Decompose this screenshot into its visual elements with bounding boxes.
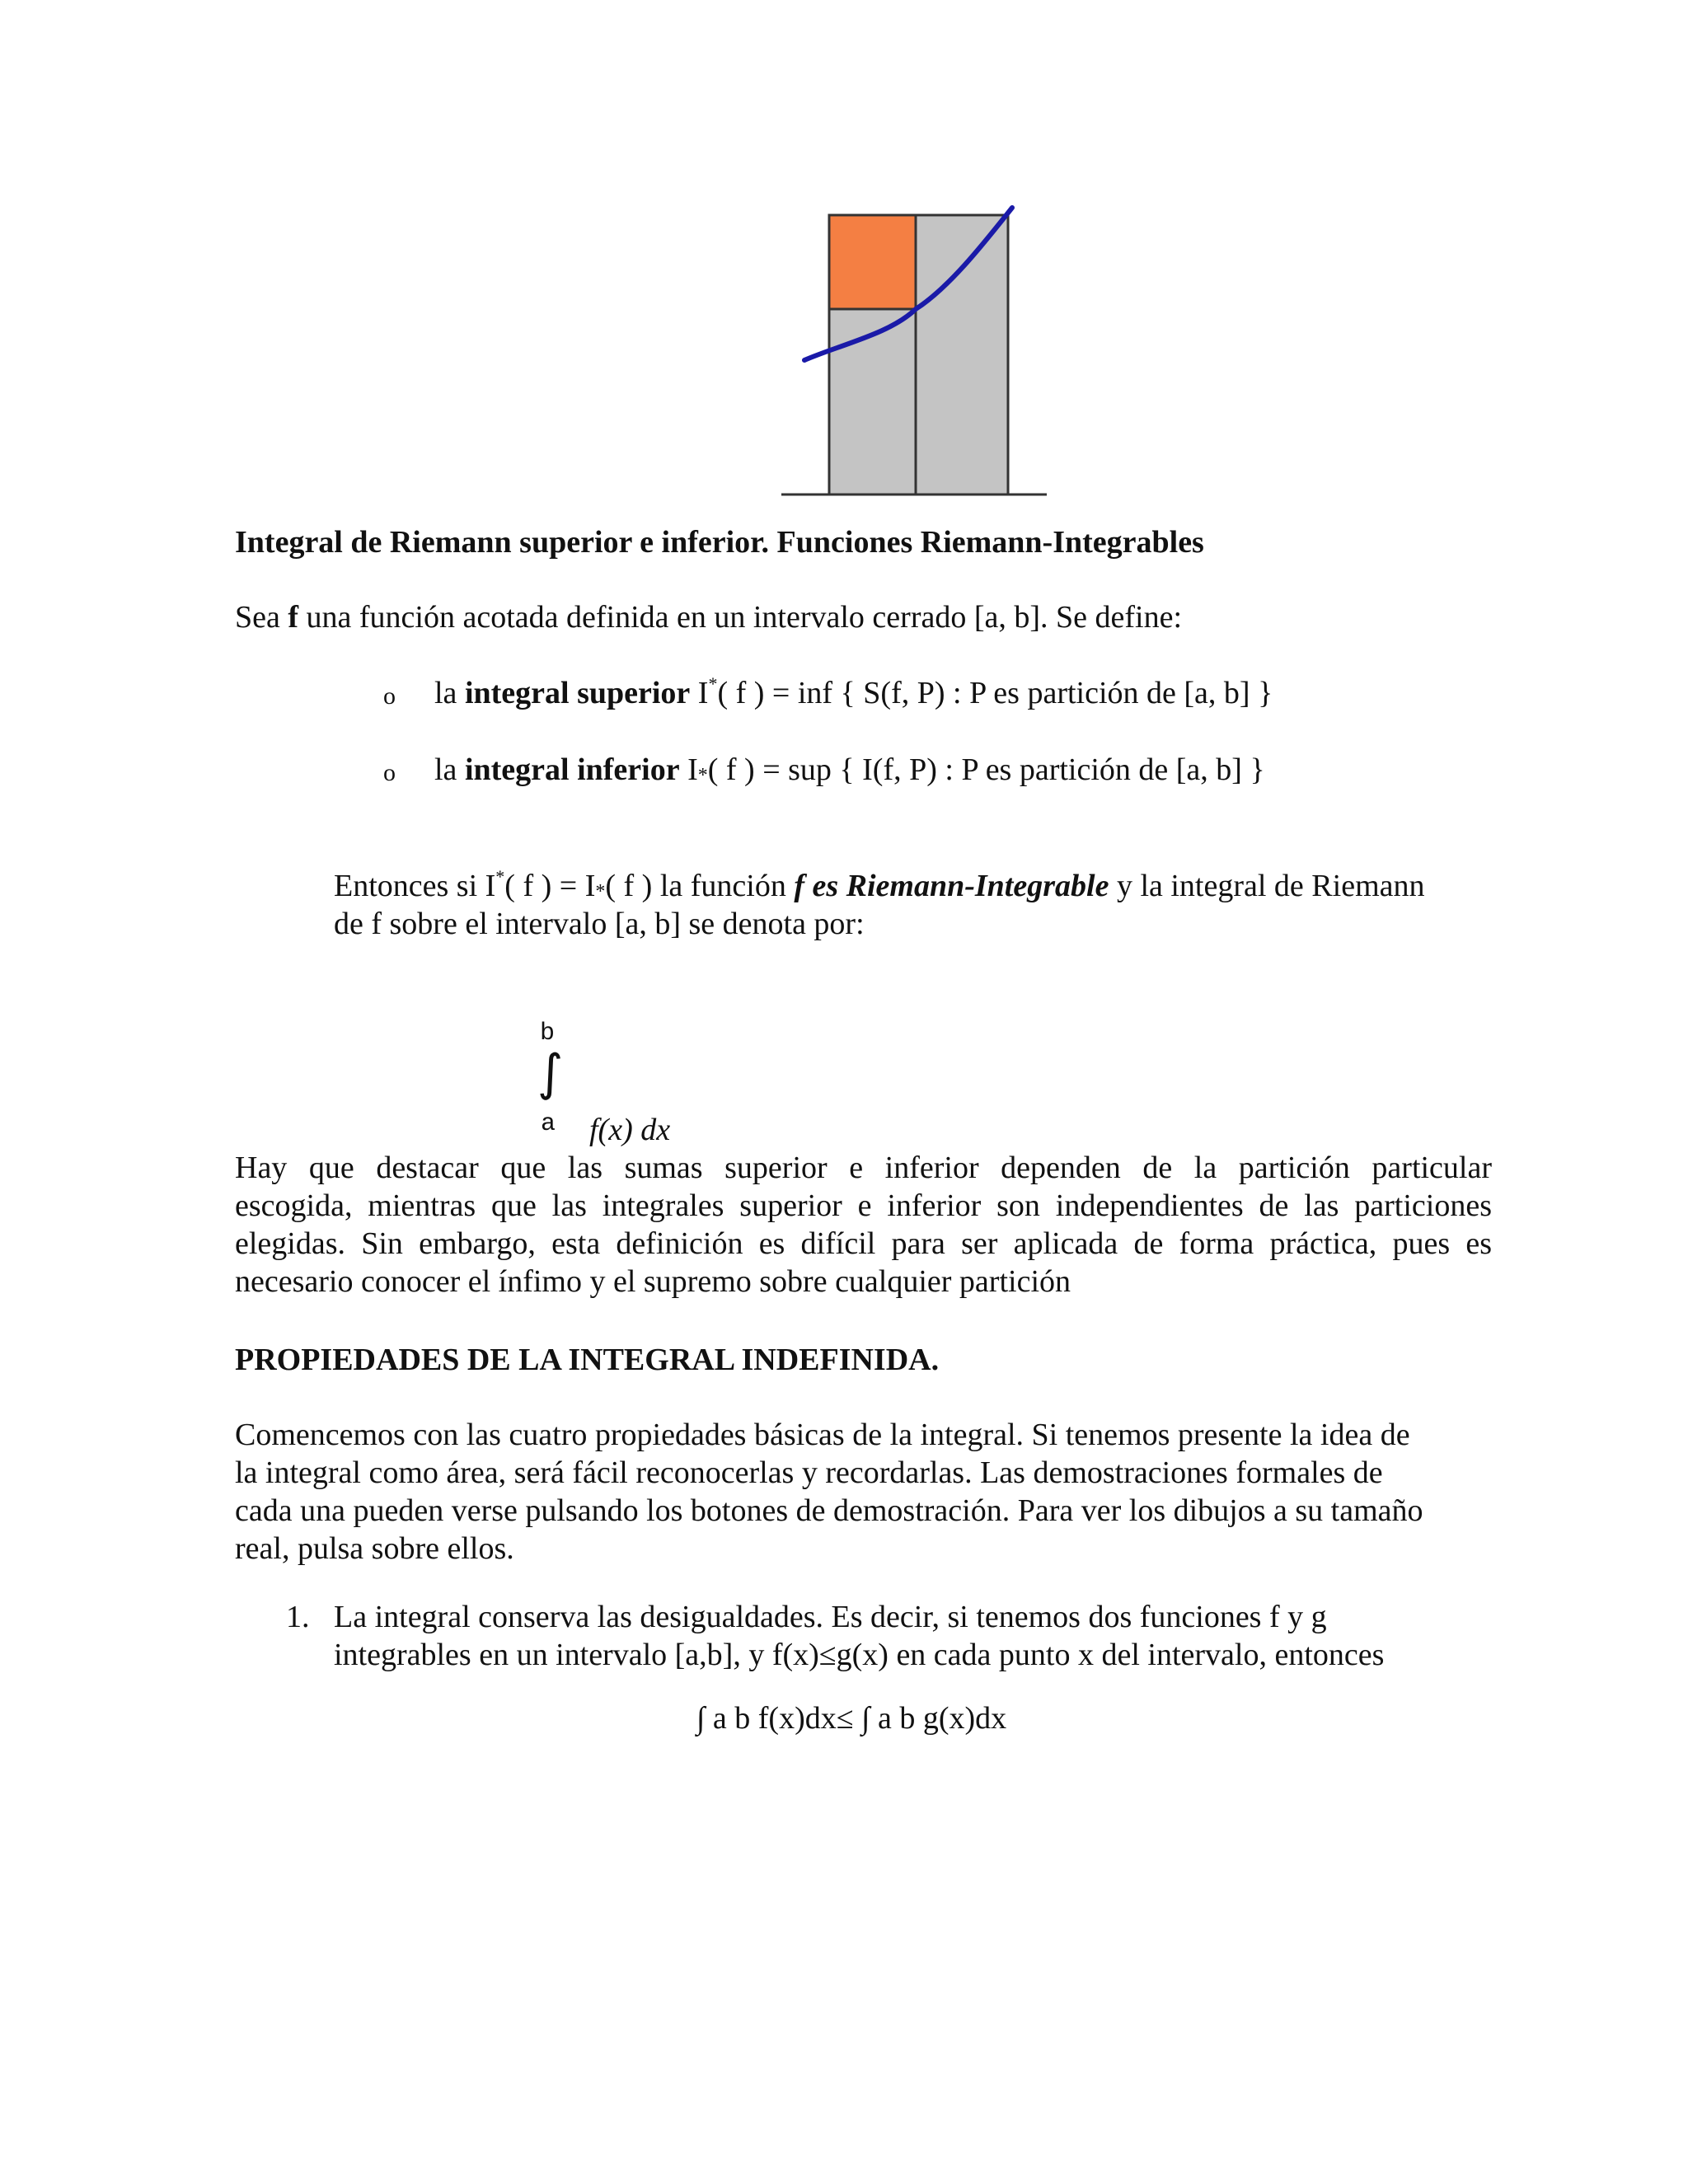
upper-excess-rect <box>829 215 916 309</box>
bullet-pre: la <box>434 676 465 710</box>
section-heading-propiedades: PROPIEDADES DE LA INTEGRAL INDEFINIDA. <box>235 1343 940 1377</box>
list-item-number: 1. <box>286 1600 310 1634</box>
section-heading-riemann: Integral de Riemann superior e inferior. Funciones Riemann-Integrables <box>235 525 1204 560</box>
integral-expression: f(x) dx <box>589 1113 671 1147</box>
intro-f: f <box>288 600 299 635</box>
intro-line <box>235 598 1182 636</box>
superscript-star: * <box>495 866 505 887</box>
subscript-star: * <box>697 765 708 786</box>
riemann-integrable-line2: de f sobre el intervalo [a, b] se denota por: <box>334 907 865 941</box>
paragraph-line: necesario conocer el ínfimo y el supremo sobre cualquier partición <box>235 1264 1071 1299</box>
paragraph-line: la integral como área, será fácil reconocerlas y recordarlas. Las demostraciones formales de <box>235 1455 1383 1490</box>
bullet-pre: la <box>434 752 465 787</box>
paragraph-line: elegidas. Sin embargo, esta definición es difícil para ser aplicada de forma práctica, pues es <box>235 1226 1492 1261</box>
then-post: y la integral de Riemann <box>1109 869 1425 903</box>
riemann-integrable-line1 <box>334 867 1425 905</box>
list-item-line: La integral conserva las desigualdades. Es decir, si tenemos dos funciones f y g <box>334 1600 1327 1634</box>
intro-pre: Sea <box>235 600 288 635</box>
intro-post: una función acotada definida en un intervalo cerrado [a, b]. Se define: <box>298 600 1183 635</box>
bullet-integral-inferior <box>434 751 1265 789</box>
paragraph-line: cada una pueden verse pulsando los botones de demostración. Para ver los dibujos a su tamaño <box>235 1493 1423 1528</box>
rect-right <box>916 215 1008 494</box>
subscript-star: * <box>595 881 606 902</box>
integral-lower-limit: a <box>541 1110 556 1138</box>
partition-paragraph <box>235 1149 1492 1301</box>
then-mid1: ( f ) = I <box>504 869 596 903</box>
then-riemann-integrable: f es Riemann-Integrable <box>794 869 1109 903</box>
list-item-line: integrables en un intervalo [a,b], y f(x)≤g(x) en cada punto x del intervalo, entonces <box>334 1638 1385 1672</box>
bullet-I: I <box>679 752 698 787</box>
properties-paragraph <box>235 1416 1423 1568</box>
paragraph-line: real, pulsa sobre ellos. <box>235 1531 514 1566</box>
inequality-formula: ∫ a b f(x)dx≤ ∫ a b g(x)dx <box>696 1701 1007 1736</box>
bullet-bold: integral inferior <box>464 752 680 787</box>
paragraph-line: Hay que destacar que las sumas superior e inferior dependen de la partición particular <box>235 1151 1492 1185</box>
bullet-rest: ( f ) = sup { I(f, P) : P es partición de [a, b] } <box>707 752 1265 787</box>
bullet-integral-superior <box>434 674 1273 712</box>
integral-sign: ∫ <box>537 1044 564 1102</box>
bullet-marker: o <box>383 682 396 710</box>
superscript-star: * <box>708 673 718 694</box>
integral-upper-limit: b <box>540 1019 556 1047</box>
then-mid2: ( f ) la función <box>605 869 795 903</box>
bullet-marker: o <box>383 759 396 786</box>
then-pre: Entonces si I <box>334 869 496 903</box>
paragraph-line: escogida, mientras que las integrales superior e inferior son independientes de las particiones <box>235 1188 1492 1223</box>
paragraph-line: Comencemos con las cuatro propiedades básicas de la integral. Si tenemos presente la idea de <box>235 1418 1410 1452</box>
riemann-sum-figure <box>767 198 1055 507</box>
bullet-rest: ( f ) = inf { S(f, P) : P es partición de [a, b] } <box>717 676 1273 710</box>
list-item <box>334 1598 1384 1674</box>
bullet-bold: integral superior <box>464 676 691 710</box>
bullet-I: I <box>690 676 709 710</box>
